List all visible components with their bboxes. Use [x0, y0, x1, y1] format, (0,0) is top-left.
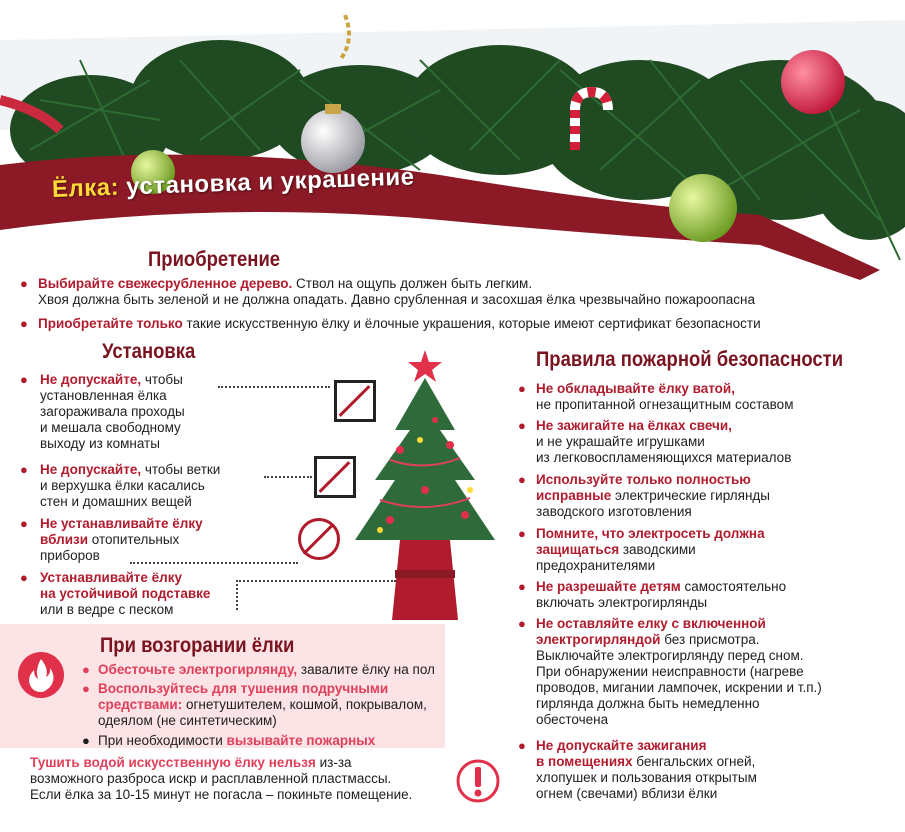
fire-rule-3	[536, 472, 896, 520]
bullet-icon: ●	[20, 276, 28, 291]
installation-item-2-line2: и верхушка ёлки касались	[40, 478, 205, 493]
installation-item-3	[40, 516, 280, 564]
fire-rule-5-line1: самостоятельно	[684, 579, 787, 594]
fire-rule-6-highlight2: электрогирляндой	[536, 632, 661, 647]
ignition-item-3-text: При необходимости	[98, 733, 223, 748]
fire-rule-7-highlight: Не допускайте зажигания	[536, 738, 707, 753]
fire-rule-7	[536, 738, 896, 802]
fire-rule-6-line2: без присмотра.	[664, 632, 760, 647]
ignition-item-2-highlight: Воспользуйтесь для тушения подручными	[98, 681, 389, 696]
bullet-icon: ●	[20, 316, 28, 331]
fire-rule-2-line2: и не украшайте игрушками	[536, 434, 705, 449]
leader-line	[264, 476, 312, 478]
fire-rule-7-line2: бенгальских огней,	[636, 754, 756, 769]
installation-item-1-line3: загораживала проходы	[40, 404, 185, 419]
fire-rules-heading: Правила пожарной безопасности	[536, 348, 844, 371]
ignition-item-2-highlight2: средствами:	[98, 697, 183, 712]
fire-rule-4-highlight: Помните, что электросеть должна	[536, 526, 765, 541]
ignition-item-1	[98, 662, 443, 678]
fire-icon	[16, 650, 66, 700]
bullet-icon: ●	[518, 526, 526, 541]
acquisition-item-1-text: Ствол на ощупь должен быть легким.	[296, 276, 533, 291]
warning-highlight: Тушить водой искусственную ёлку нельзя	[30, 755, 316, 770]
fire-rule-5-line2: включать электрогирлянды	[536, 595, 708, 610]
installation-item-1-line1: чтобы	[144, 372, 183, 387]
fire-rule-2-line3: из легковоспламеняющихся материалов	[536, 450, 792, 465]
fire-rule-2-highlight: Не зажигайте на ёлках свечи,	[536, 418, 732, 433]
fire-rule-6-line7: обесточена	[536, 712, 609, 727]
fire-rule-4-line2: заводскими	[622, 542, 696, 557]
bullet-icon: ●	[82, 681, 90, 696]
bullet-icon: ●	[20, 462, 28, 477]
acquisition-item-1	[38, 276, 898, 308]
bullet-icon: ●	[518, 472, 526, 487]
installation-item-3-highlight: Не устанавливайте ёлку	[40, 516, 203, 531]
bullet-icon: ●	[518, 418, 526, 433]
installation-item-1	[40, 372, 260, 452]
fire-rule-4-highlight2: защищаться	[536, 542, 620, 557]
installation-heading: Установка	[102, 340, 196, 363]
fire-rule-3-highlight2: исправные	[536, 488, 612, 503]
warning-text: из-за	[319, 755, 352, 770]
fire-rule-6-line3: Выключайте электрогирлянду перед сном.	[536, 648, 804, 663]
fire-rule-7-line4: огнем (свечами) вблизи ёлки	[536, 786, 718, 801]
installation-item-4	[40, 570, 280, 618]
installation-item-4-highlight: Устанавливайте ёлку	[40, 570, 182, 585]
fire-rule-5-highlight: Не разрешайте детям	[536, 579, 681, 594]
ignition-item-3-highlight: вызывайте пожарных	[226, 733, 376, 748]
fire-rule-6-line6: гирлянда должна быть немедленно	[536, 696, 760, 711]
fire-rule-5	[536, 579, 896, 611]
christmas-tree-illustration	[340, 350, 510, 620]
exclamation-icon	[456, 757, 500, 805]
bullet-icon: ●	[82, 662, 90, 677]
acquisition-heading: Приобретение	[148, 248, 281, 271]
ignition-item-1-highlight: Обесточьте электрогирлянду,	[98, 662, 298, 677]
acquisition-item-2-highlight: Приобретайте только	[38, 316, 183, 331]
acquisition-item-2	[38, 316, 898, 332]
title-rest: установка и украшение	[125, 163, 415, 201]
title-highlight: Ёлка:	[51, 173, 120, 203]
installation-item-4-line3: или в ведре с песком	[40, 602, 174, 617]
bullet-icon: ●	[82, 733, 90, 748]
installation-item-3-line3: приборов	[40, 548, 100, 563]
ignition-item-2-text: огнетушителем, кошмой, покрывалом,	[185, 697, 427, 712]
fire-rule-4	[536, 526, 896, 574]
fire-rule-1-highlight: Не обкладывайте ёлку ватой,	[536, 381, 735, 396]
ignition-item-1-text: завалите ёлку на пол	[300, 662, 435, 677]
fire-rule-1-line2: не пропитанной огнезащитным составом	[536, 397, 794, 412]
leader-line	[130, 562, 298, 564]
ignition-item-2	[98, 681, 443, 729]
fire-rule-6-line4: При обнаружении неисправности (нагреве	[536, 664, 804, 679]
fire-rule-6-line5: проводов, мигании лампочек, искрении и т.п.)	[536, 680, 822, 695]
installation-item-2-line1: чтобы ветки	[144, 462, 221, 477]
installation-item-2	[40, 462, 280, 510]
fire-rule-4-line3: предохранителями	[536, 558, 656, 573]
bullet-icon: ●	[20, 516, 28, 531]
installation-item-1-line4: и мешала свободному	[40, 420, 181, 435]
garland-illustration	[0, 0, 905, 300]
warning-line2: возможного разброса искр и расплавленной пластмассы.	[30, 771, 392, 786]
installation-item-1-highlight: Не допускайте,	[40, 372, 142, 387]
acquisition-item-1-highlight: Выбирайте свежесрубленное дерево.	[38, 276, 293, 291]
installation-item-1-line5: выходу из комнаты	[40, 436, 160, 451]
acquisition-item-1-line2: Хвоя должна быть зеленой и не должна опадать. Давно срубленная и засохшая ёлка чрезвычайно пожароопасна	[38, 292, 755, 307]
ignition-item-2-line3: одеялом (не синтетическим)	[98, 713, 277, 728]
installation-item-3-highlight2: вблизи	[40, 532, 89, 547]
no-heater-icon	[298, 518, 340, 560]
fire-rule-3-highlight: Используйте только полностью	[536, 472, 751, 487]
warning-note	[30, 755, 450, 803]
bullet-icon: ●	[518, 579, 526, 594]
fire-rule-2	[536, 418, 896, 466]
installation-item-2-highlight: Не допускайте,	[40, 462, 142, 477]
fire-rule-6	[536, 616, 896, 728]
fire-rule-1	[536, 381, 896, 413]
fire-rule-6-highlight: Не оставляйте елку с включенной	[536, 616, 766, 631]
fire-rule-7-highlight2: в помещениях	[536, 754, 633, 769]
fire-rule-3-line3: заводского изготовления	[536, 504, 692, 519]
installation-item-4-highlight2: на устойчивой подставке	[40, 586, 211, 601]
bullet-icon: ●	[20, 570, 28, 585]
installation-item-2-line3: стен и домашних вещей	[40, 494, 192, 509]
leader-line	[218, 386, 330, 388]
installation-item-1-line2: установленная ёлка	[40, 388, 167, 403]
ignition-item-3	[98, 733, 443, 749]
leader-line	[236, 580, 238, 610]
warning-line3: Если ёлка за 10-15 минут не погасла – покиньте помещение.	[30, 787, 413, 802]
bullet-icon: ●	[518, 738, 526, 753]
bullet-icon: ●	[20, 372, 28, 387]
ignition-heading: При возгорании ёлки	[100, 634, 295, 657]
fire-rule-7-line3: хлопушек и пользования открытым	[536, 770, 757, 785]
fire-rule-3-line2: электрические гирлянды	[614, 488, 770, 503]
bullet-icon: ●	[518, 616, 526, 631]
bullet-icon: ●	[518, 381, 526, 396]
acquisition-item-2-text: такие искусственную ёлку и ёлочные украшения, которые имеют сертификат безопасности	[186, 316, 761, 331]
installation-item-3-line2: отопительных	[91, 532, 180, 547]
